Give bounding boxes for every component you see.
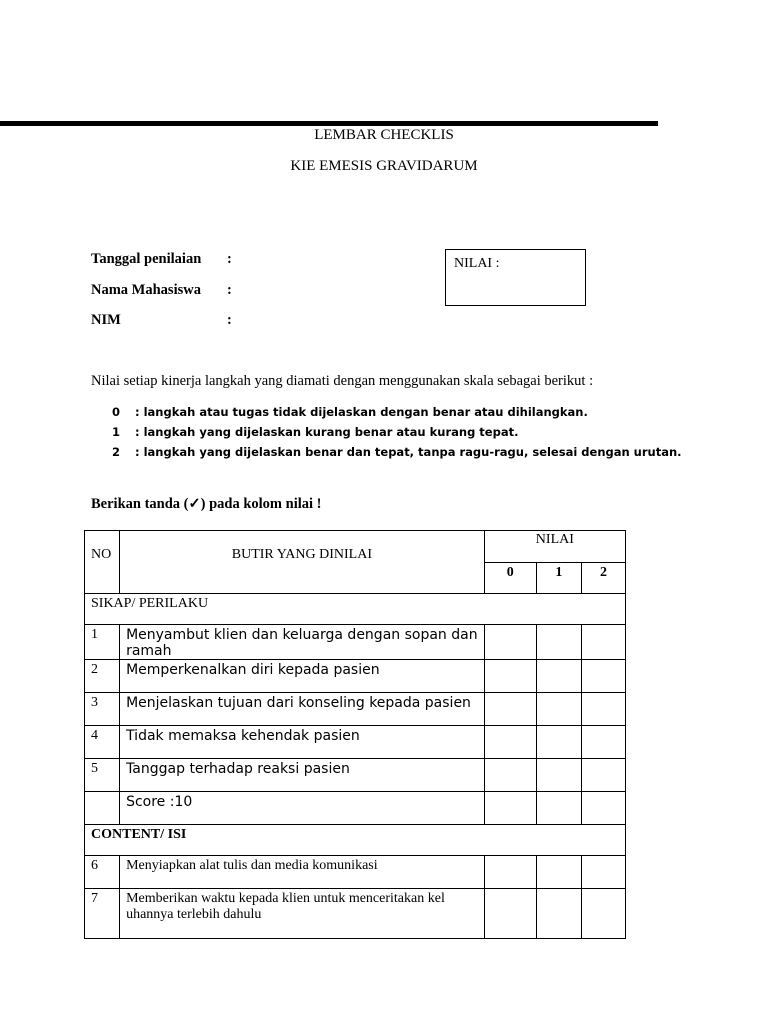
score-cell-1[interactable]	[536, 625, 581, 660]
table-row	[85, 889, 626, 939]
scale-intro: Nilai setiap kinerja langkah yang diamati dengan menggunakan skala sebagai berikut :	[91, 373, 594, 389]
score-cell-2[interactable]	[581, 660, 625, 693]
row-number: 2	[85, 660, 120, 693]
score-cell-1[interactable]	[536, 792, 581, 825]
score-cell-1[interactable]	[536, 660, 581, 693]
row-item: Memberikan waktu kepada klien untuk menceritakan kel uhannya terlebih dahulu	[120, 889, 485, 939]
top-rule	[0, 121, 658, 126]
instruction-text: Berikan tanda (✓) pada kolom nilai !	[91, 496, 322, 512]
nilai-box-label: NILAI :	[454, 256, 500, 271]
scale-item	[112, 425, 518, 439]
score-cell-0[interactable]	[484, 792, 536, 825]
document-subtitle: KIE EMESIS GRAVIDARUM	[290, 158, 478, 174]
score-cell-0[interactable]	[484, 693, 536, 726]
score-total-label: Score :10	[120, 792, 485, 825]
field-colon: :	[227, 312, 232, 328]
scale-item	[112, 445, 682, 459]
field-label: NIM	[91, 312, 121, 328]
score-cell-2[interactable]	[581, 792, 625, 825]
field-colon: :	[227, 251, 232, 267]
section-title: CONTENT/ ISI	[85, 825, 626, 856]
table-row	[85, 726, 626, 759]
field-colon: :	[227, 282, 232, 298]
row-item: Menyambut klien dan keluarga dengan sopan dan ramah	[120, 625, 485, 660]
row-item: Tidak memaksa kehendak pasien	[120, 726, 485, 759]
score-cell-1[interactable]	[536, 759, 581, 792]
score-cell-0[interactable]	[484, 759, 536, 792]
field-label: Tanggal penilaian	[91, 251, 202, 267]
score-cell-0[interactable]	[484, 660, 536, 693]
score-cell-1[interactable]	[536, 726, 581, 759]
row-item: Menjelaskan tujuan dari konseling kepada pasien	[120, 693, 485, 726]
header-no: NO	[85, 531, 120, 594]
table-row	[85, 759, 626, 792]
row-number: 3	[85, 693, 120, 726]
row-number: 1	[85, 625, 120, 660]
score-cell-1[interactable]	[536, 856, 581, 889]
score-cell-0[interactable]	[484, 856, 536, 889]
header-nilai: NILAI	[484, 531, 625, 563]
row-item: Menyiapkan alat tulis dan media komunikasi	[120, 856, 485, 889]
score-cell-1[interactable]	[536, 693, 581, 726]
row-item: Memperkenalkan diri kepada pasien	[120, 660, 485, 693]
scale-text: : langkah yang dijelaskan benar dan tepat, tanpa ragu-ragu, selesai dengan urutan.	[135, 445, 682, 459]
row-number	[85, 792, 120, 825]
score-cell-2[interactable]	[581, 726, 625, 759]
header-item: BUTIR YANG DINILAI	[120, 531, 485, 594]
header-score-0: 0	[484, 563, 536, 594]
field-tanggal-penilaian	[91, 251, 232, 268]
scale-item	[112, 405, 588, 419]
score-cell-2[interactable]	[581, 625, 625, 660]
nilai-box	[445, 249, 586, 306]
score-cell-2[interactable]	[581, 889, 625, 939]
table-row	[85, 660, 626, 693]
score-cell-2[interactable]	[581, 856, 625, 889]
table-row	[85, 693, 626, 726]
document-title: LEMBAR CHECKLIS	[314, 127, 454, 143]
scale-number: 0	[112, 405, 121, 419]
header-score-2: 2	[581, 563, 625, 594]
row-number: 5	[85, 759, 120, 792]
header-score-1: 1	[536, 563, 581, 594]
table-row	[85, 625, 626, 660]
field-nim	[91, 312, 232, 329]
field-label: Nama Mahasiswa	[91, 282, 201, 298]
score-cell-2[interactable]	[581, 759, 625, 792]
score-cell-0[interactable]	[484, 889, 536, 939]
checklist-table	[84, 530, 626, 939]
row-number: 4	[85, 726, 120, 759]
row-item: Tanggap terhadap reaksi pasien	[120, 759, 485, 792]
field-nama-mahasiswa	[91, 282, 232, 299]
score-cell-0[interactable]	[484, 726, 536, 759]
row-number: 7	[85, 889, 120, 939]
scale-number: 2	[112, 445, 121, 459]
score-cell-0[interactable]	[484, 625, 536, 660]
score-cell-2[interactable]	[581, 693, 625, 726]
scale-number: 1	[112, 425, 121, 439]
section-title: SIKAP/ PERILAKU	[85, 594, 626, 625]
scale-text: : langkah atau tugas tidak dijelaskan dengan benar atau dihilangkan.	[135, 405, 588, 419]
scale-text: : langkah yang dijelaskan kurang benar atau kurang tepat.	[135, 425, 519, 439]
score-row	[85, 792, 626, 825]
row-number: 6	[85, 856, 120, 889]
score-cell-1[interactable]	[536, 889, 581, 939]
table-row	[85, 856, 626, 889]
